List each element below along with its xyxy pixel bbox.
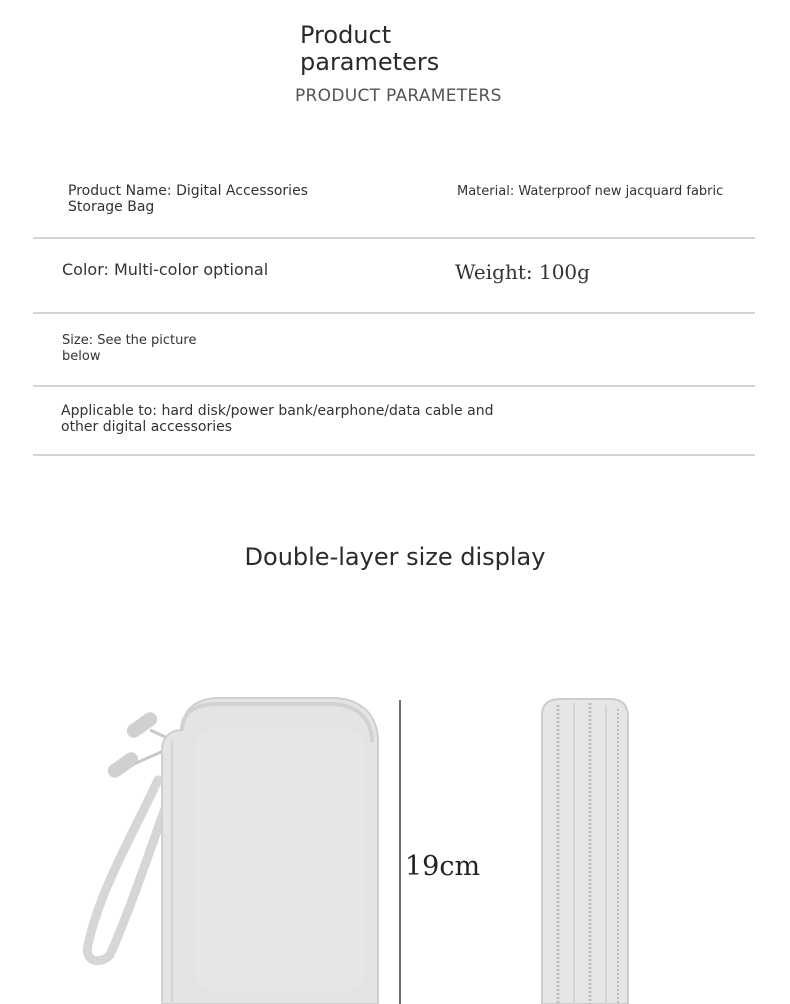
table-divider (33, 454, 755, 456)
page-subtitle: PRODUCT PARAMETERS (295, 86, 502, 106)
param-weight: Weight: 100g (455, 260, 590, 284)
bag-side-image (530, 695, 640, 1004)
param-material: Material: Waterproof new jacquard fabric (457, 184, 724, 199)
height-dimension-label: 19cm (405, 851, 481, 882)
table-divider (33, 385, 755, 387)
param-applicable: Applicable to: hard disk/power bank/earphone/data cable and other digital accessories (61, 403, 494, 435)
bag-front-image (70, 690, 390, 1004)
table-divider (33, 312, 755, 314)
param-color: Color: Multi-color optional (62, 260, 269, 279)
size-section-title: Double-layer size display (244, 543, 546, 571)
param-product-name: Product Name: Digital Accessories Storage Bag (68, 183, 308, 215)
height-dimension-line (399, 700, 401, 1004)
page-title: Product parameters (300, 21, 440, 76)
table-divider (33, 237, 755, 239)
param-size: Size: See the picture below (62, 333, 197, 364)
